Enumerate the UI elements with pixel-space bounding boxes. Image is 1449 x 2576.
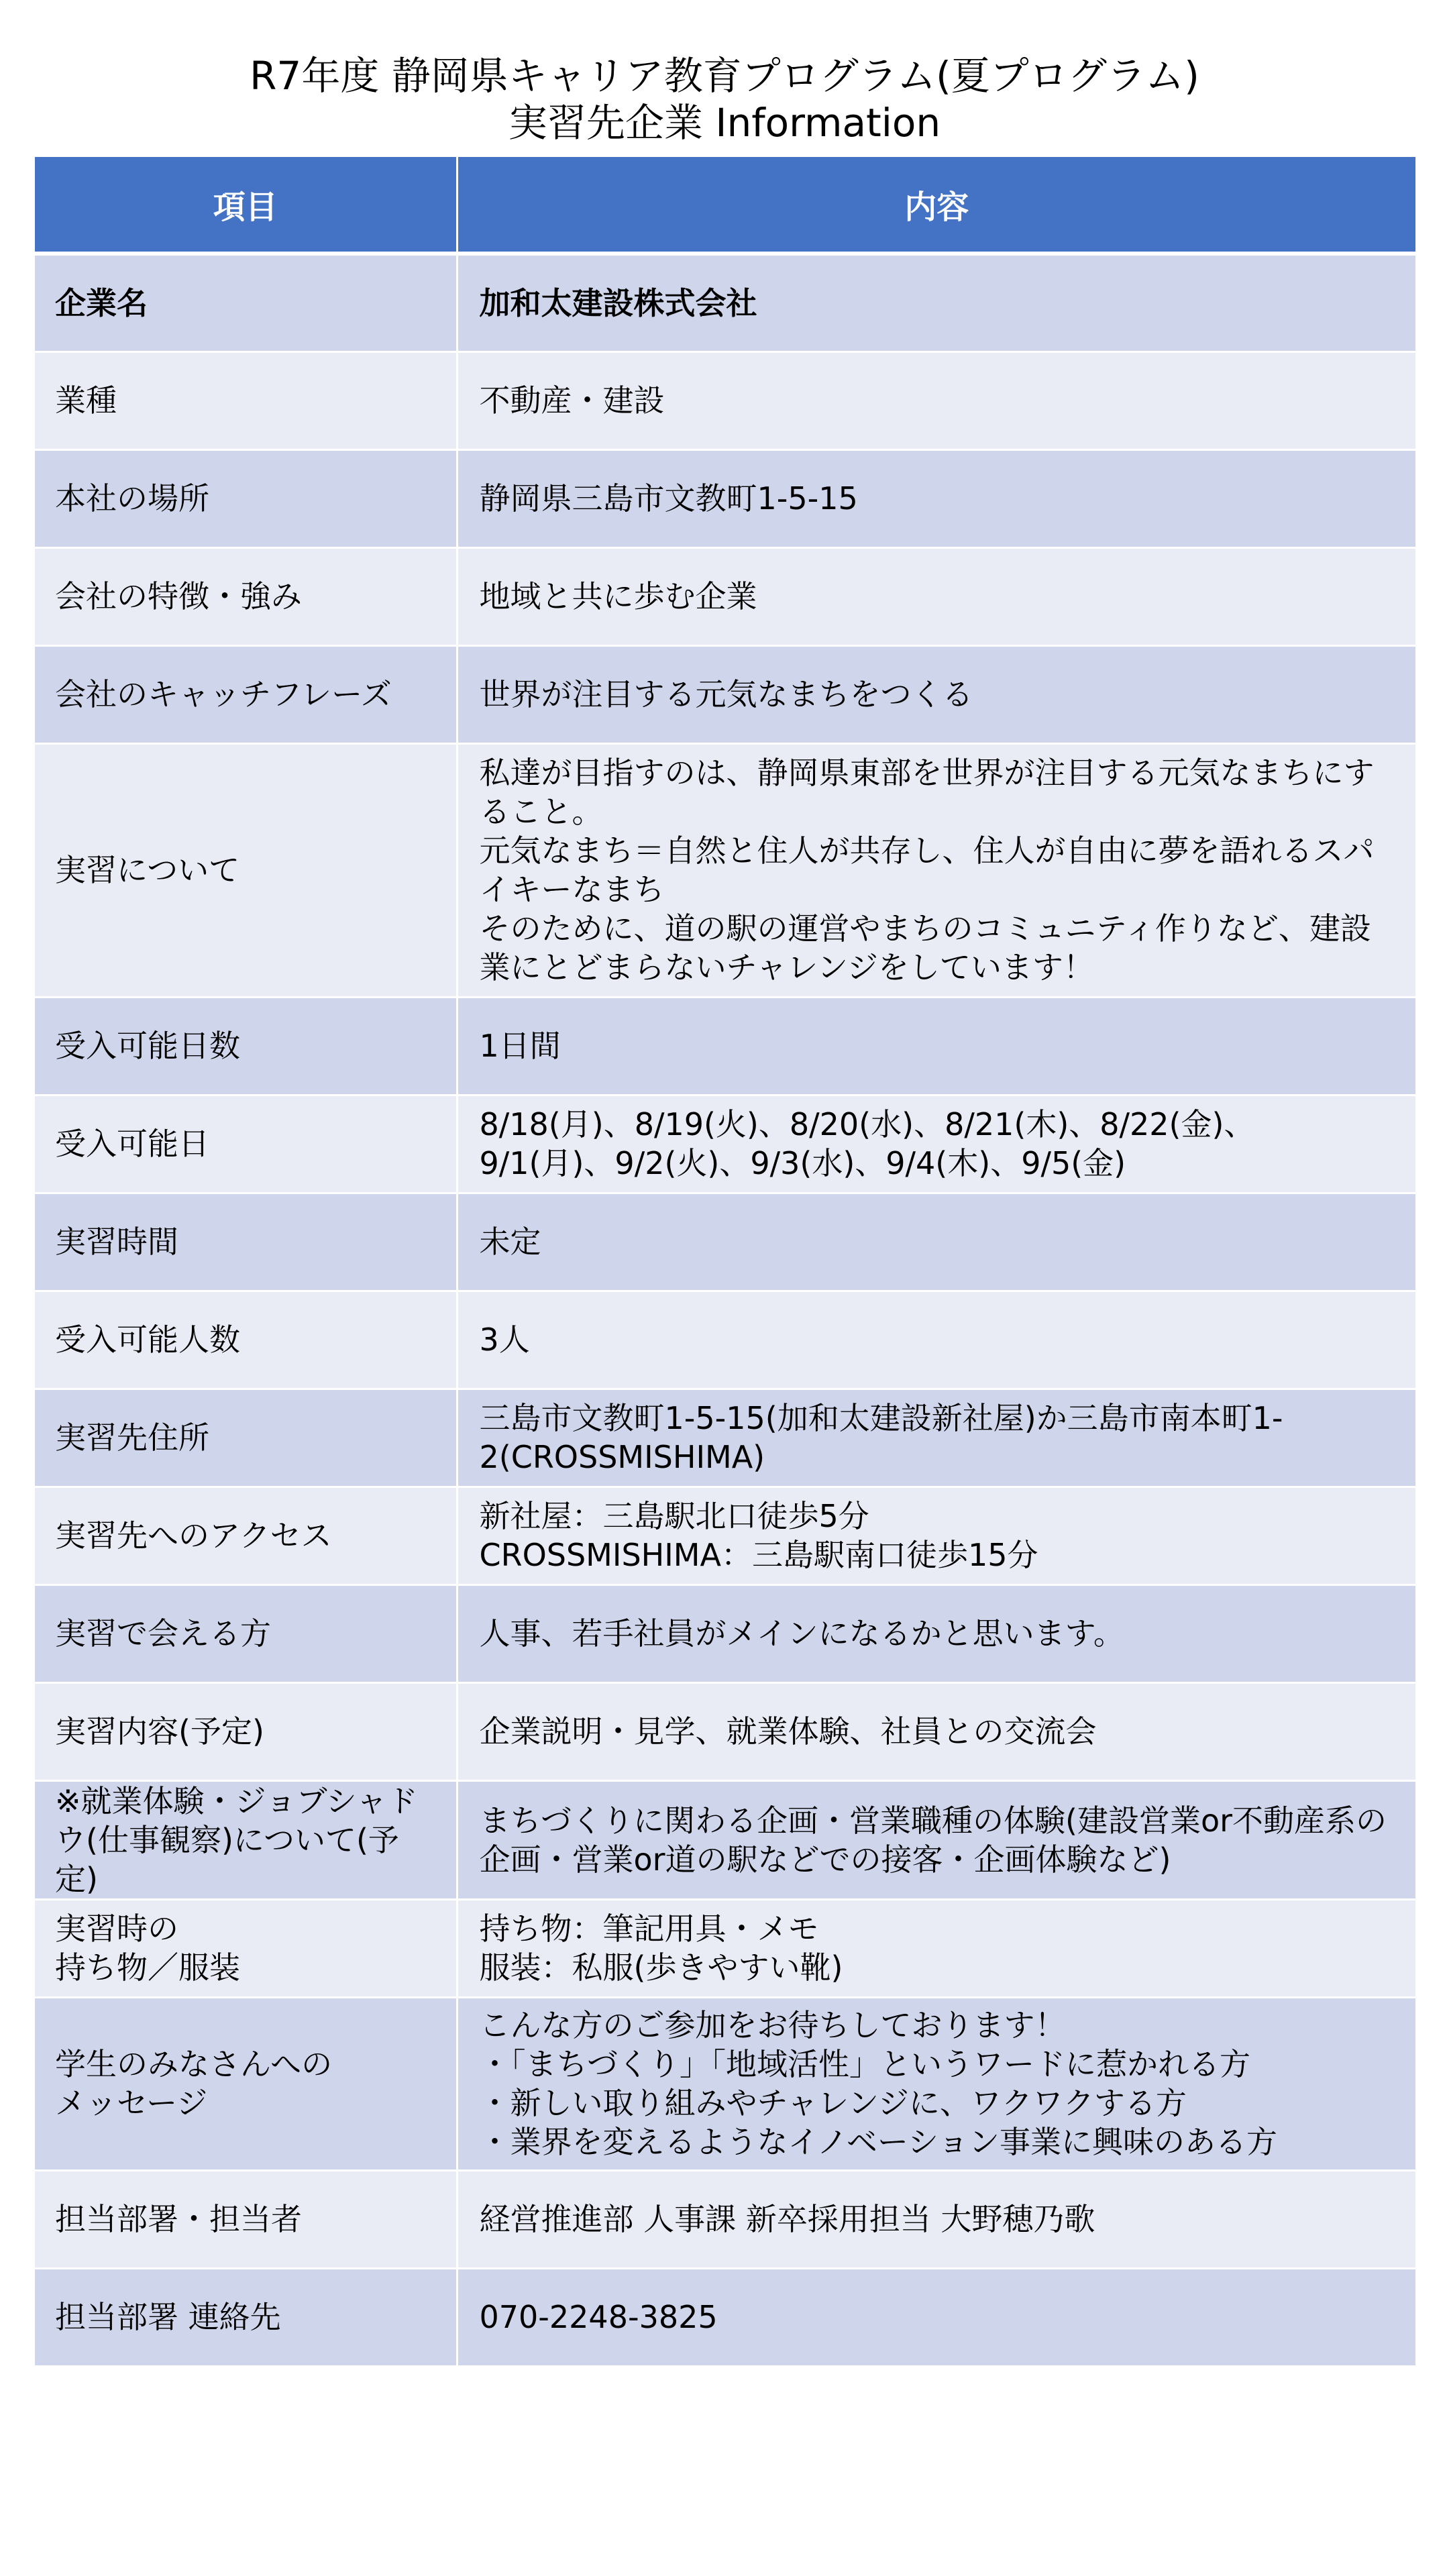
row-value — [457, 1487, 1415, 1585]
row-value — [457, 997, 1415, 1095]
row-value — [457, 352, 1415, 449]
row-company-name — [35, 254, 1415, 352]
label-line: 持ち物／服装 — [55, 1949, 240, 1986]
row-label: 実習先住所 — [35, 1389, 457, 1487]
value-line: ・業界を変えるようなイノベーション事業に興味のある方 — [479, 2124, 1278, 2160]
row-belongings — [35, 1899, 1415, 1997]
row-label: 本社の場所 — [35, 449, 457, 547]
label-line: 実習時の — [55, 1911, 178, 1947]
value-line: 未定 — [479, 1224, 541, 1260]
document-title — [0, 52, 1449, 146]
row-value — [457, 1389, 1415, 1487]
row-contact-phone — [35, 2268, 1415, 2366]
title-line-1: R7年度 静岡県キャリア教育プログラム(夏プログラム) — [250, 53, 1199, 99]
row-about-internship — [35, 743, 1415, 997]
row-value — [457, 254, 1415, 352]
value-line: 持ち物：筆記用具・メモ — [479, 1911, 819, 1947]
row-access — [35, 1487, 1415, 1585]
row-value — [457, 645, 1415, 743]
row-contact-person — [35, 2170, 1415, 2268]
company-info-table — [35, 157, 1415, 2367]
row-value — [457, 1780, 1415, 1899]
value-line: 服装：私服(歩きやすい靴) — [479, 1949, 843, 1986]
value-line: 加和太建設株式会社 — [479, 284, 757, 321]
value-line: 静岡県三島市文教町1-5-15 — [479, 480, 858, 517]
label-line: メッセージ — [55, 2085, 208, 2121]
row-message — [35, 1997, 1415, 2170]
value-line: 企業説明・見学、就業体験、社員との交流会 — [479, 1713, 1097, 1750]
value-line: 3人 — [479, 1322, 530, 1358]
row-label: 担当部署・担当者 — [35, 2170, 457, 2268]
row-catchphrase — [35, 645, 1415, 743]
row-label: 実習時間 — [35, 1193, 457, 1291]
row-label — [35, 1899, 457, 1997]
row-address — [35, 1389, 1415, 1487]
row-content — [35, 1682, 1415, 1780]
row-label: 担当部署 連絡先 — [35, 2268, 457, 2366]
value-line: 9/1(月)、9/2(火)、9/3(水)、9/4(木)、9/5(金) — [479, 1145, 1126, 1181]
row-label: 受入可能人数 — [35, 1291, 457, 1389]
value-line: ・新しい取り組みやチャレンジに、ワクワクする方 — [479, 2085, 1187, 2121]
row-label: 受入可能日 — [35, 1095, 457, 1193]
label-line: 学生のみなさんへの — [55, 2046, 333, 2082]
value-line: 新社屋：三島駅北口徒歩5分 — [479, 1498, 869, 1534]
row-value — [457, 2170, 1415, 2268]
row-people-to-meet — [35, 1585, 1415, 1682]
value-line: 私達が目指すのは、静岡県東部を世界が注目する元気なまちにすること。 — [479, 755, 1375, 830]
header-item: 項目 — [35, 157, 457, 254]
row-value — [457, 1585, 1415, 1682]
row-headquarters — [35, 449, 1415, 547]
row-label: 受入可能日数 — [35, 997, 457, 1095]
row-label: 実習で会える方 — [35, 1585, 457, 1682]
value-line: 元気なまち＝自然と住人が共存し、住人が自由に夢を語れるスパイキーなまち — [479, 833, 1375, 908]
value-line: CROSSMISHIMA：三島駅南口徒歩15分 — [479, 1537, 1038, 1573]
value-line: 人事、若手社員がメインになるかと思います。 — [479, 1615, 1124, 1652]
row-value — [457, 2268, 1415, 2366]
row-value — [457, 1095, 1415, 1193]
row-value — [457, 1997, 1415, 2170]
row-available-days — [35, 997, 1415, 1095]
row-features — [35, 547, 1415, 645]
value-line: 不動産・建設 — [479, 382, 665, 419]
table-header-row — [35, 157, 1415, 254]
value-line: 三島市文教町1-5-15(加和太建設新社屋)か三島市南本町1-2(CROSSMISHIMA) — [479, 1400, 1283, 1475]
row-label: ※就業体験・ジョブシャドウ(仕事観察)について(予定) — [35, 1780, 457, 1899]
header-content: 内容 — [457, 157, 1415, 254]
title-line-2: 実習先企業 Information — [508, 100, 941, 146]
row-label — [35, 1997, 457, 2170]
row-value — [457, 1291, 1415, 1389]
value-line: 世界が注目する元気なまちをつくる — [479, 676, 973, 712]
row-label: 実習先へのアクセス — [35, 1487, 457, 1585]
value-line: ・「まちづくり」「地域活性」というワードに惹かれる方 — [479, 2046, 1251, 2082]
value-line: 1日間 — [479, 1028, 561, 1064]
row-label: 業種 — [35, 352, 457, 449]
row-capacity — [35, 1291, 1415, 1389]
row-label: 会社の特徴・強み — [35, 547, 457, 645]
row-hours — [35, 1193, 1415, 1291]
row-value — [457, 1899, 1415, 1997]
row-job-shadow — [35, 1780, 1415, 1899]
row-value — [457, 547, 1415, 645]
row-label: 会社のキャッチフレーズ — [35, 645, 457, 743]
row-label: 実習内容(予定) — [35, 1682, 457, 1780]
phone-number: 070-2248-3825 — [479, 2299, 718, 2335]
row-label: 企業名 — [35, 254, 457, 352]
row-value — [457, 1682, 1415, 1780]
row-value — [457, 449, 1415, 547]
value-line: こんな方のご参加をお待ちしております！ — [479, 2007, 1066, 2043]
value-line: 8/18(月)、8/19(火)、8/20(水)、8/21(木)、8/22(金)、 — [479, 1106, 1255, 1142]
value-line: そのために、道の駅の運営やまちのコミュニティ作りなど、建設業にとどまらないチャレンジをしています！ — [479, 910, 1371, 985]
value-line: 地域と共に歩む企業 — [479, 578, 757, 614]
row-value — [457, 1193, 1415, 1291]
value-line: 経営推進部 人事課 新卒採用担当 大野穂乃歌 — [479, 2201, 1095, 2237]
value-line: まちづくりに関わる企画・営業職種の体験(建設営業or不動産系の企画・営業or道の駅などでの接客・企画体験など) — [479, 1802, 1387, 1878]
row-available-dates — [35, 1095, 1415, 1193]
row-label: 実習について — [35, 743, 457, 997]
row-industry — [35, 352, 1415, 449]
row-value — [457, 743, 1415, 997]
